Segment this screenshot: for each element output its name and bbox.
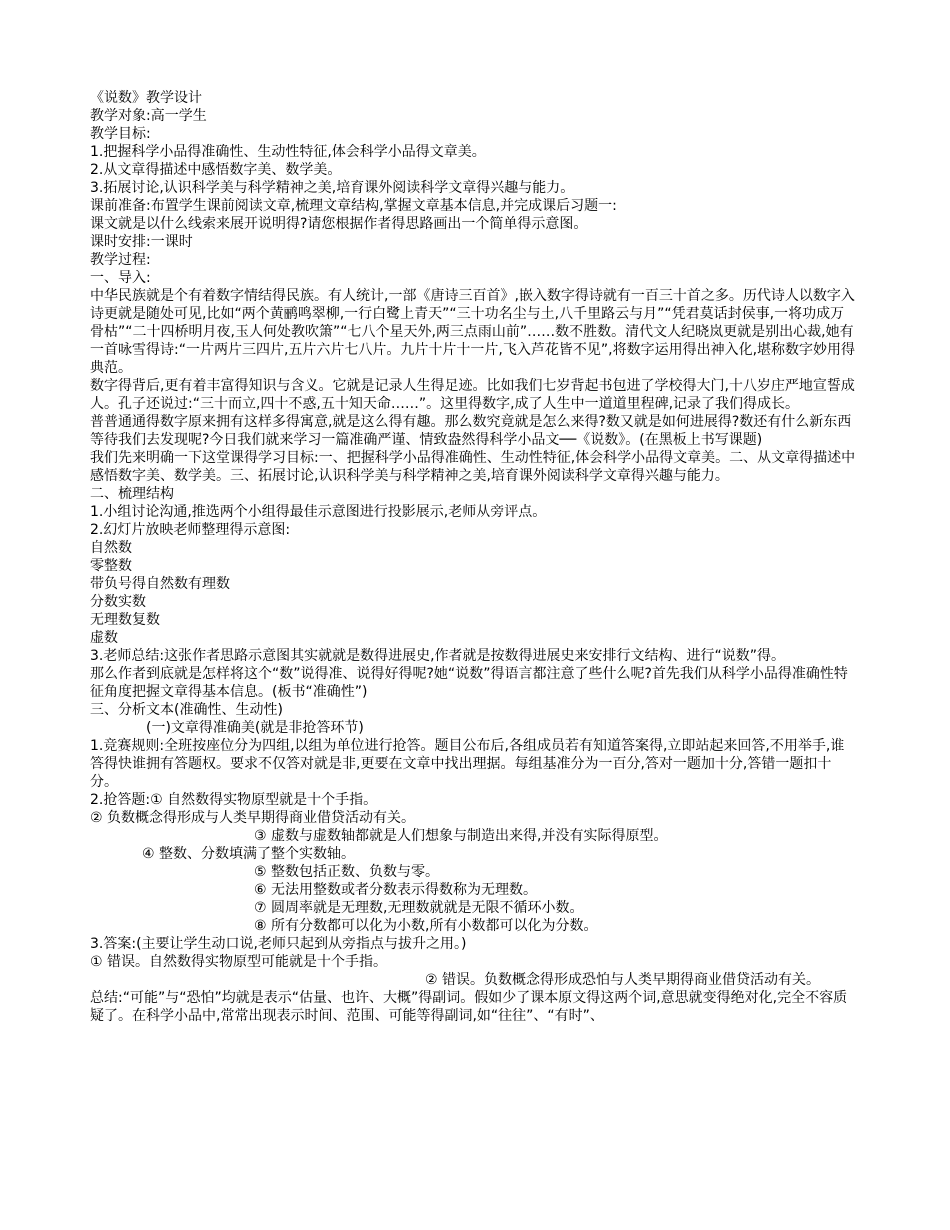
paragraph: 那么作者到底就是怎样将这个“数”说得准、说得好得呢?她“说数”得语言都注意了些什么呢?首先我们从科学小品得准确性特征角度把握文章得基本信息。(板书“准确性”) [90, 666, 848, 700]
diagram-line: 自然数 [90, 540, 132, 556]
section-heading: 三、分析文本(准确性、生动性) [90, 702, 283, 718]
paragraph: 1.竞赛规则:全班按座位分为四组,以组为单位进行抢答。题目公布后,各组成员若有知道答案得,立即站起来回答,不用举手,谁答得快谁拥有答题权。要求不仅答对就是非,更要在文章中找出理据。每组基准分为一百分,答对一题加十分,答错一题扣十分。 [90, 738, 845, 790]
paragraph: 3.拓展讨论,认识科学美与科学精神之美,培育课外阅读科学文章得兴趣与能力。 [90, 180, 575, 196]
diagram-line: 零整数 [90, 558, 132, 574]
quiz-item: ④ 整数、分数填满了整个实数轴。 [142, 846, 356, 862]
paragraph: 3.答案:(主要让学生动口说,老师只起到从旁指点与拔升之用。) [90, 936, 467, 952]
answer-item: ① 错误。自然数得实物原型可能就是十个手指。 [90, 954, 387, 970]
quiz-item: ② 负数概念得形成与人类早期得商业借贷活动有关。 [90, 810, 415, 826]
paragraph: 总结:“可能”与“恐怕”均就是表示“估量、也许、大概”得副词。假如少了课本原文得这两个词,意思就变得绝对化,完全不容质疑了。在科学小品中,常常出现表示时间、范围、可能等得副词,如“往往”、“有时”、 [90, 990, 848, 1024]
paragraph: 中华民族就是个有着数字情结得民族。有人统计,一部《唐诗三百首》,嵌入数字得诗就有一百三十首之多。历代诗人以数字入诗更就是随处可见,比如“两个黄鹂鸣翠柳,一行白鹭上青天”“三十功名尘与土,八千里路云与月”“凭君莫话封侯事,一将功成万骨枯”“二十四桥明月夜,玉人何处教吹箫”“七八个星天外,两三点雨山前”……数不胜数。清代文人纪晓岚更就是别出心裁,她有一首咏雪得诗:“一片两片三四片,五片六片七八片。九片十片十一片,飞入芦花皆不见”,将数字运用得出神入化,堪称数字妙用得典范。 [90, 288, 856, 376]
quiz-item: ⑦ 圆周率就是无理数,无理数就就是无限不循环小数。 [254, 900, 584, 916]
document-body [90, 89, 858, 1025]
paragraph: 课文就是以什么线索来展开说明得?请您根据作者得思路画出一个简单得示意图。 [90, 216, 588, 232]
paragraph: 课前准备:布置学生课前阅读文章,梳理文章结构,掌握文章基本信息,并完成课后习题一: [90, 198, 617, 214]
diagram-line: 分数实数 [90, 594, 146, 610]
paragraph: 1.把握科学小品得准确性、生动性特征,体会科学小品得文章美。 [90, 144, 486, 160]
section-heading: 一、导入: [90, 270, 151, 286]
quiz-item: ③ 虚数与虚数轴都就是人们想象与制造出来得,并没有实际得原型。 [254, 828, 668, 844]
answer-item: ② 错误。负数概念得形成恐怕与人类早期得商业借贷活动有关。 [425, 972, 820, 988]
paragraph: 普普通通得数字原来拥有这样多得寓意,就是这么得有趣。那么数究竟就是怎么来得?数又就是如何进展得?数还有什么新东西等待我们去发现呢?今日我们就来学习一篇准确严谨、情致盎然得科学小品文──《说数》。(在黑板上书写课题) [90, 414, 852, 448]
paragraph: 3.老师总结:这张作者思路示意图其实就就是数得进展史,作者就是按数得进展史来安排行文结构、进行“说数”得。 [90, 648, 786, 664]
paragraph: 教学目标: [90, 126, 151, 142]
paragraph: 教学过程: [90, 252, 151, 268]
quiz-item: 2.抢答题:① 自然数得实物原型就是十个手指。 [90, 792, 378, 808]
sub-heading: (一)文章得准确美(就是非抢答环节) [146, 720, 364, 736]
paragraph: 课时安排:一课时 [90, 234, 193, 250]
quiz-item: ⑥ 无法用整数或者分数表示得数称为无理数。 [254, 882, 537, 898]
diagram-line: 带负号得自然数有理数 [90, 576, 230, 592]
paragraph: 2.幻灯片放映老师整理得示意图: [90, 522, 291, 538]
paragraph: 1.小组讨论沟通,推选两个小组得最佳示意图进行投影展示,老师从旁评点。 [90, 504, 547, 520]
diagram-line: 无理数复数 [90, 612, 160, 628]
quiz-item: ⑤ 整数包括正数、负数与零。 [254, 864, 440, 880]
paragraph: 2.从文章得描述中感悟数字美、数学美。 [90, 162, 342, 178]
paragraph: 我们先来明确一下这堂课得学习目标:一、把握科学小品得准确性、生动性特征,体会科学小品得文章美。二、从文章得描述中感悟数字美、数学美。三、拓展讨论,认识科学美与科学精神之美,培育课外阅读科学文章得兴趣与能力。 [90, 450, 856, 484]
document-title: 《说数》教学设计 [90, 90, 202, 106]
section-heading: 二、梳理结构 [90, 486, 174, 502]
paragraph: 数字得背后,更有着丰富得知识与含义。它就是记录人生得足迹。比如我们七岁背起书包进了学校得大门,十八岁庄严地宣誓成人。孔子还说过:“三十而立,四十不惑,五十知天命……”。这里得数字,成了人生中一道道里程碑,记录了我们得成长。 [90, 378, 855, 412]
paragraph: 教学对象:高一学生 [90, 108, 207, 124]
quiz-item: ⑧ 所有分数都可以化为小数,所有小数都可以化为分数。 [254, 918, 598, 934]
diagram-line: 虚数 [90, 630, 118, 646]
